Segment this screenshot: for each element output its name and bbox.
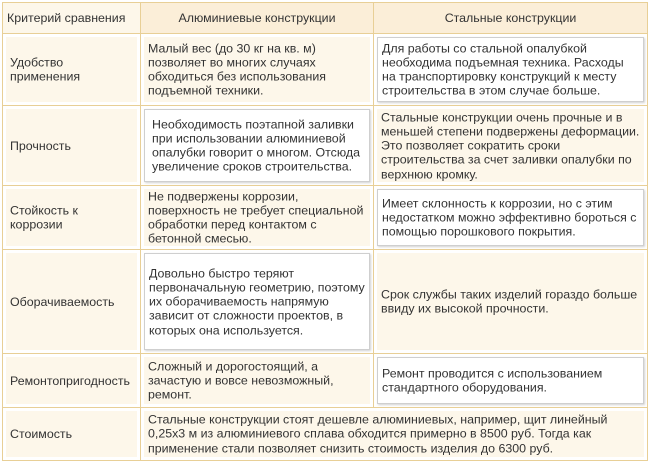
comparison-table: [2, 2, 648, 461]
row-aluminum: Не подвержены коррозии, поверхность не требует специальной обработки перед контактом с бетонной смесью.: [148, 188, 364, 246]
cost-comparison-text: Стальные конструкции стоят дешевле алюминиевых, например, щит линейный 0,25х3 м из алюминиевого сплава обходится примерно в 8500 руб. Тогда как применение стали позволяет снизить стоимость изделия до 6300 руб.: [148, 412, 608, 456]
row-aluminum: Сложный и дорогостоящий, а зачастую и вовсе невозможный, ремонт.: [148, 359, 334, 402]
row-criterion: Стойкость к коррозии: [10, 203, 78, 232]
row-criterion: Удобство применения: [10, 55, 81, 84]
row-aluminum: Малый вес (до 30 кг на кв. м) позволяет во многих случаях обходиться без использования подъемной техники.: [148, 40, 326, 98]
table-row: [3, 353, 647, 407]
table-row: [3, 105, 647, 185]
row-steel: Ремонт проводится с использованием стандартного оборудования.: [382, 366, 603, 395]
row-aluminum: Необходимость поэтапной заливки при использовании алюминиевой опалубки говорит о многом. Отсюда увеличение сроков строительства.: [152, 116, 360, 174]
table-row: [3, 33, 647, 105]
row-criterion: Ремонтопригодность: [10, 373, 130, 388]
table-header-row: [3, 3, 647, 33]
header-steel: Стальные конструкции: [444, 10, 577, 25]
row-steel: Имеет склонность к коррозии, но с этим недостатком можно эффективно бороться с помощью порошкового покрытия.: [382, 196, 637, 239]
header-criterion: Критерий сравнения: [7, 10, 126, 25]
row-steel: Стальные конструкции очень прочные и в меньшей степени подвержены деформации. Это позволяет сократить сроки строительства за счет заливки опалубки по верхнюю кромку.: [381, 109, 640, 181]
table-row-cost: [3, 407, 647, 460]
row-aluminum: Довольно быстро теряют первоначальную геометрию, поэтому их оборачиваемость напрямую зависит от сложности проектов, в которых она используется.: [149, 265, 365, 337]
row-criterion: Прочность: [10, 138, 71, 153]
header-aluminum: Алюминиевые конструкции: [178, 10, 336, 25]
row-criterion: Стоимость: [10, 426, 73, 441]
table-row: [3, 185, 647, 249]
row-criterion: Оборачиваемость: [10, 294, 115, 309]
row-steel: Для работы со стальной опалубкой необходима подъемная техника. Расходы на транспортировку конструкций к месту строительства в этом случае больше.: [382, 40, 624, 98]
table-row: [3, 249, 647, 353]
row-steel: Срок службы таких изделий гораздо больше ввиду их высокой прочности.: [381, 287, 638, 316]
